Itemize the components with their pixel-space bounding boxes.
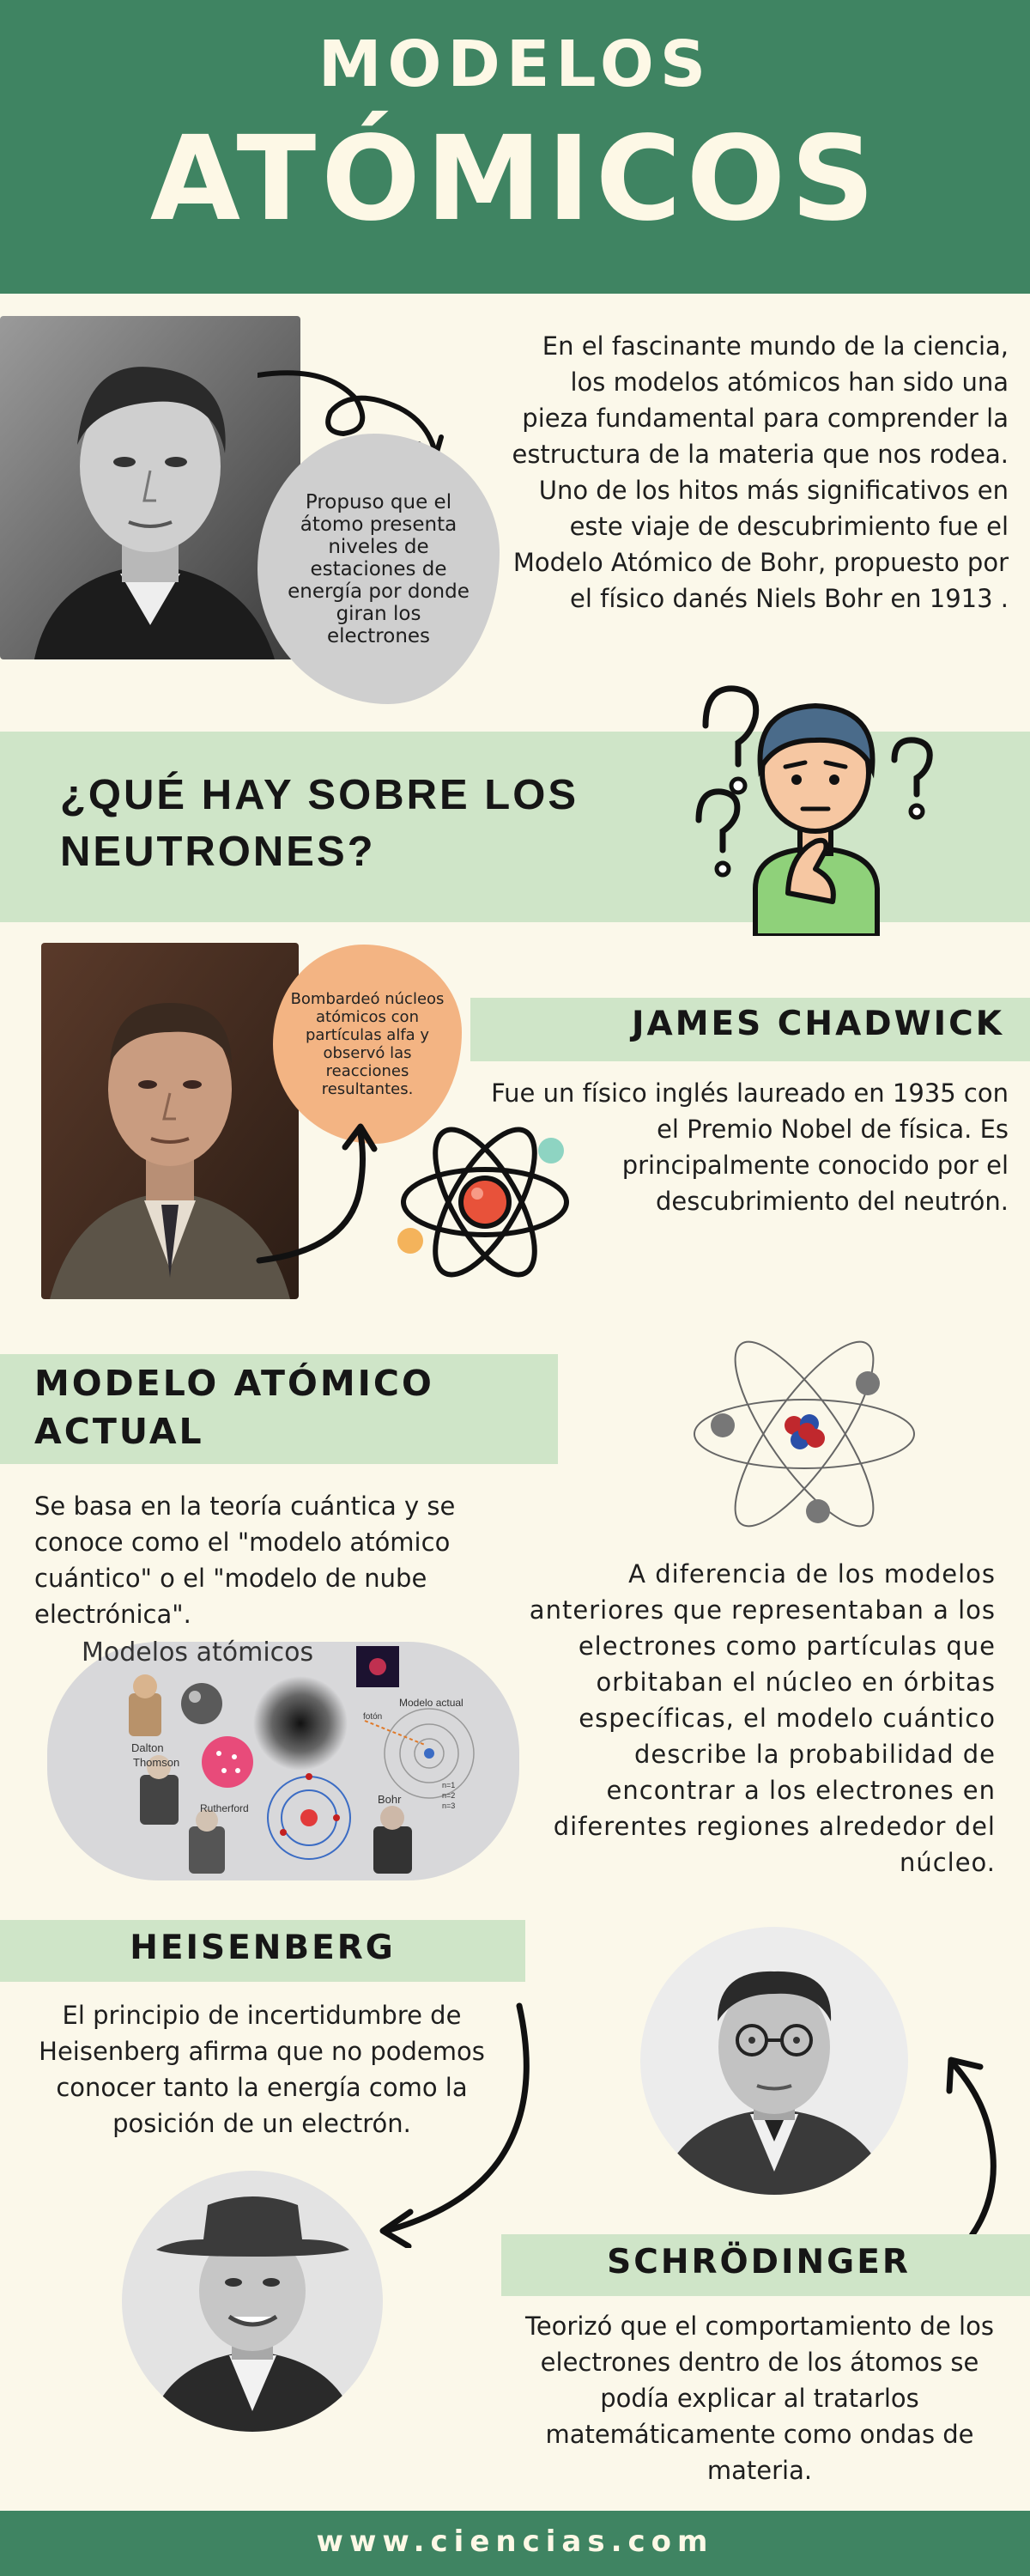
thinking-boy-icon	[687, 678, 953, 936]
schrodinger-paragraph: Teorizó que el comportamiento de los electrones dentro de los átomos se podía explicar al tratarlos matemáticamente como ondas de materia.	[525, 2312, 994, 2485]
label-modelo-actual: Modelo actual	[399, 1697, 464, 1709]
neutrones-title-line2: NEUTRONES?	[60, 829, 376, 875]
atom-model-icon	[687, 1335, 923, 1533]
bohr-bubble	[258, 434, 500, 704]
label-n1: n=1	[442, 1781, 456, 1789]
label-bohr: Bohr	[378, 1793, 402, 1806]
label-dalton: Dalton	[131, 1741, 164, 1754]
footer-url[interactable]: www.ciencias.com	[316, 2524, 714, 2559]
bohr-portrait	[0, 316, 300, 659]
intro-paragraph: En el fascinante mundo de la ciencia, los modelos atómicos han sido una pieza fundamental para comprender la estructura de la materia que nos rodea. Uno de los hitos más significativos en este viaje de descubrimiento fue el Modelo Atómico de Bohr, propuesto por el físico danés Niels Bohr en 1913 .	[512, 331, 1009, 613]
label-n2: n=2	[442, 1791, 456, 1800]
curved-arrow-up-icon	[249, 1108, 386, 1271]
modelo-actual-paragraph: Se basa en la teoría cuántica y se conoce como el "modelo atómico cuántico" o el "modelo de nube electrónica".	[34, 1492, 456, 1629]
heisenberg-paragraph: El principio de incertidumbre de Heisenberg afirma que no podemos conocer tanto la energía como la posición de un electrón.	[39, 2001, 485, 2138]
heisenberg-portrait	[122, 2171, 383, 2432]
chadwick-bubble-text: Bombardeó núcleos atómicos con partículas alfa y observó las reacciones resultantes.	[290, 990, 445, 1098]
modelo-actual-title	[34, 1359, 515, 1455]
schrodinger-name: SCHRÖDINGER	[607, 2243, 911, 2281]
label-thomson: Thomson	[133, 1756, 180, 1769]
curved-arrow-left-icon	[369, 1999, 541, 2248]
page-title-line1: MODELOS	[318, 27, 712, 101]
schrodinger-portrait	[640, 1927, 908, 2195]
bohr-bubble-text: Propuso que el átomo presenta niveles de estaciones de energía por donde giran los electrones	[288, 490, 470, 647]
modelo-actual-title-line2: ACTUAL	[34, 1411, 204, 1452]
chadwick-paragraph: Fue un físico inglés laureado en 1935 con el Premio Nobel de física. Es principalmente conocido por el descubrimiento del neutrón.	[491, 1078, 1009, 1216]
page-title-line2: ATÓMICOS	[149, 112, 881, 247]
chadwick-name: JAMES CHADWICK	[632, 1005, 1004, 1043]
modelos-atomicos-image	[47, 1642, 519, 1880]
label-n3: n=3	[442, 1801, 456, 1810]
modelos-atomicos-label: Modelos atómicos	[82, 1637, 314, 1668]
modelo-cuantico-paragraph: A diferencia de los modelos anteriores que representaban a los electrones como partículas que orbitaban el núcleo en órbitas específicas, el modelo cuántico describe la probabilidad de encontrar a los electrones en diferentes regiones alrededor del núcleo.	[529, 1559, 996, 1877]
label-foton: fotón	[363, 1712, 383, 1722]
neutrones-title	[60, 767, 579, 880]
heisenberg-name: HEISENBERG	[130, 1929, 396, 1967]
neutrones-title-line1: ¿QUÉ HAY SOBRE LOS	[60, 772, 579, 818]
modelo-actual-title-line1: MODELO ATÓMICO	[34, 1363, 434, 1404]
label-rutherford: Rutherford	[200, 1802, 249, 1814]
